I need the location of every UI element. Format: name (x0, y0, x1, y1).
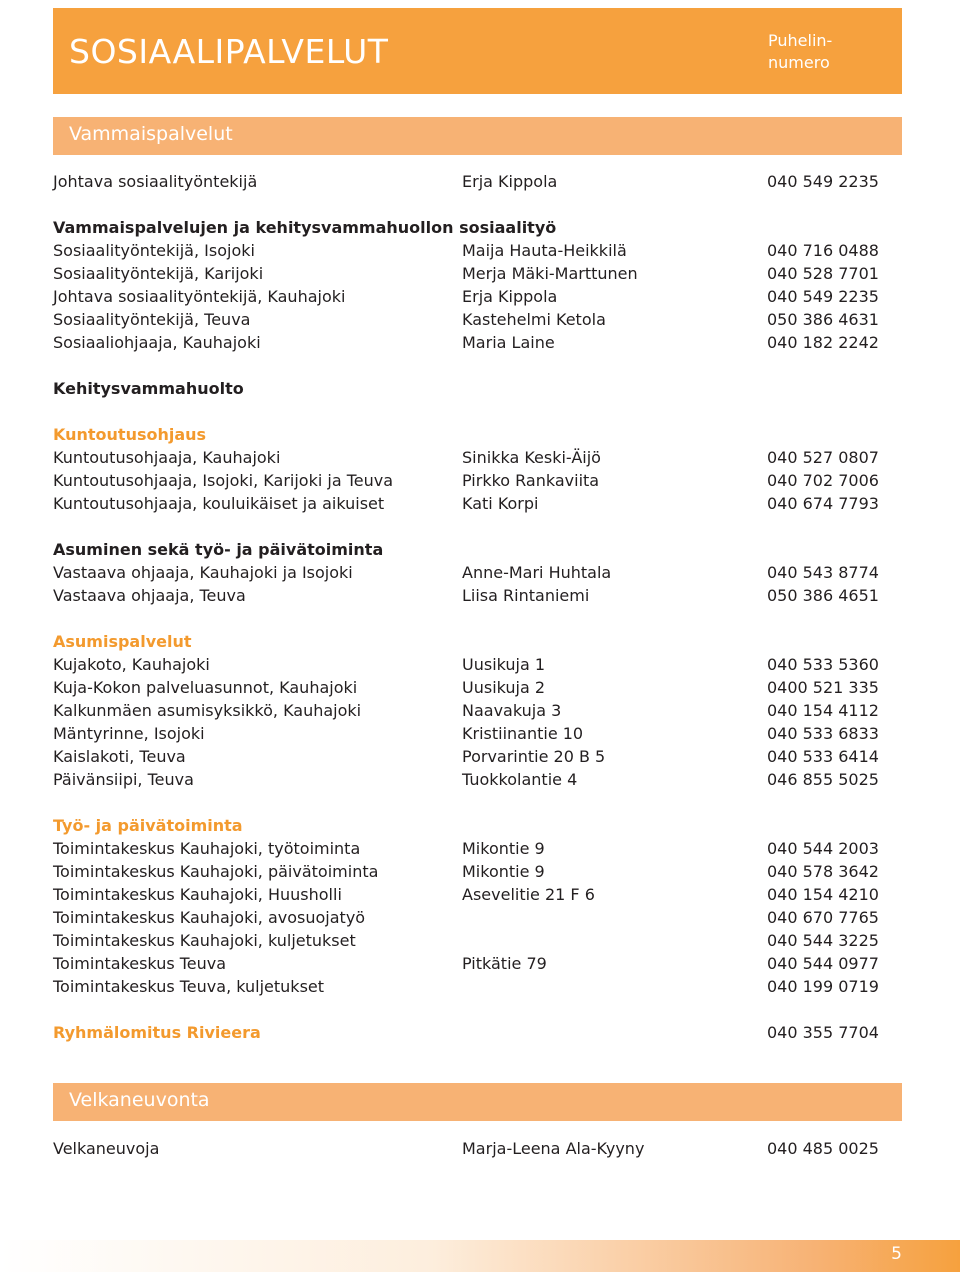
name-cell: Sinikka Keski-Äijö (462, 448, 601, 467)
subgroup-heading (53, 814, 902, 837)
phone-cell: 040 355 7704 (767, 1023, 879, 1042)
phone-cell: 040 154 4112 (767, 701, 879, 720)
table-row (53, 906, 902, 929)
phone-cell: 040 549 2235 (767, 287, 879, 306)
table-row (53, 331, 902, 354)
group-heading (53, 377, 902, 400)
subgroup-heading-text: Työ- ja päivätoiminta (53, 816, 243, 835)
group-heading-text: Asuminen sekä työ- ja päivätoiminta (53, 540, 384, 559)
place-cell: Mäntyrinne, Isojoki (53, 724, 205, 743)
name-cell: Maija Hauta-Heikkilä (462, 241, 627, 260)
phone-heading-line2: numero (768, 53, 830, 72)
address-cell: Uusikuja 2 (462, 678, 546, 697)
phone-column-heading (768, 30, 832, 74)
phone-cell: 050 386 4651 (767, 586, 879, 605)
phone-cell: 040 544 3225 (767, 931, 879, 950)
address-cell: Asevelitie 21 F 6 (462, 885, 595, 904)
address-cell: Mikontie 9 (462, 862, 545, 881)
table-row (53, 446, 902, 469)
role-cell: Johtava sosiaalityöntekijä (53, 172, 258, 191)
place-cell: Toimintakeskus Teuva, kuljetukset (53, 977, 325, 996)
phone-cell: 040 199 0719 (767, 977, 879, 996)
table-row (53, 170, 902, 193)
address-cell: Pitkätie 79 (462, 954, 547, 973)
table-row (53, 492, 902, 515)
phone-cell: 040 485 0025 (767, 1139, 879, 1158)
table-row (53, 469, 902, 492)
table-row (53, 837, 902, 860)
place-cell: Toimintakeskus Kauhajoki, päivätoiminta (53, 862, 379, 881)
phone-cell: 040 533 6833 (767, 724, 879, 743)
page-number: 5 (891, 1244, 902, 1264)
table-row (53, 239, 902, 262)
phone-cell: 040 543 8774 (767, 563, 879, 582)
section-bar-vammaispalvelut (53, 117, 902, 155)
table-row (53, 745, 902, 768)
section-title: Vammaispalvelut (69, 123, 233, 145)
table-row (53, 262, 902, 285)
table-row (53, 676, 902, 699)
table-row (53, 722, 902, 745)
table-row (53, 1021, 902, 1044)
place-cell: Toimintakeskus Kauhajoki, avosuojatyö (53, 908, 366, 927)
role-cell: Kuntoutusohjaaja, Kauhajoki (53, 448, 281, 467)
address-cell: Naavakuja 3 (462, 701, 562, 720)
phone-heading-line1: Puhelin- (768, 31, 833, 50)
place-cell: Toimintakeskus Kauhajoki, Huusholli (53, 885, 342, 904)
table-row (53, 285, 902, 308)
table-row (53, 768, 902, 791)
phone-cell: 040 702 7006 (767, 471, 879, 490)
place-cell: Kuja-Kokon palveluasunnot, Kauhajoki (53, 678, 358, 697)
role-cell: Sosiaalityöntekijä, Isojoki (53, 241, 255, 260)
group-heading (53, 538, 902, 561)
page-header (53, 8, 902, 94)
name-cell: Anne-Mari Huhtala (462, 563, 612, 582)
place-cell: Toimintakeskus Kauhajoki, kuljetukset (53, 931, 356, 950)
group-heading-text: Kehitysvammahuolto (53, 379, 244, 398)
address-cell: Tuokkolantie 4 (462, 770, 578, 789)
place-cell: Päivänsiipi, Teuva (53, 770, 194, 789)
subgroup-heading (53, 630, 902, 653)
address-cell: Porvarintie 20 B 5 (462, 747, 606, 766)
page-title: SOSIAALIPALVELUT (69, 32, 389, 71)
phone-cell: 040 528 7701 (767, 264, 879, 283)
name-cell: Erja Kippola (462, 172, 558, 191)
phone-cell: 040 578 3642 (767, 862, 879, 881)
table-row (53, 1137, 902, 1160)
place-cell: Toimintakeskus Teuva (53, 954, 227, 973)
phone-cell: 040 674 7793 (767, 494, 879, 513)
role-cell: Vastaava ohjaaja, Kauhajoki ja Isojoki (53, 563, 353, 582)
group-heading-text: Vammaispalvelujen ja kehitysvammahuollon sosiaalityö (53, 218, 557, 237)
place-cell: Toimintakeskus Kauhajoki, työtoiminta (53, 839, 361, 858)
phone-cell: 040 544 0977 (767, 954, 879, 973)
role-cell: Sosiaalityöntekijä, Teuva (53, 310, 251, 329)
role-cell: Sosiaaliohjaaja, Kauhajoki (53, 333, 261, 352)
phone-cell: 040 549 2235 (767, 172, 879, 191)
footer-strip (0, 1240, 960, 1272)
table-row (53, 584, 902, 607)
name-cell: Maria Laine (462, 333, 555, 352)
table-row (53, 952, 902, 975)
name-cell: Kati Korpi (462, 494, 539, 513)
address-cell: Uusikuja 1 (462, 655, 546, 674)
address-cell: Mikontie 9 (462, 839, 545, 858)
phone-cell: 040 182 2242 (767, 333, 879, 352)
table-row (53, 860, 902, 883)
table-row (53, 561, 902, 584)
role-cell: Vastaava ohjaaja, Teuva (53, 586, 246, 605)
table-row (53, 929, 902, 952)
table-row (53, 653, 902, 676)
phone-cell: 050 386 4631 (767, 310, 879, 329)
group-heading (53, 216, 902, 239)
section-bar-velkaneuvonta (53, 1083, 902, 1121)
role-cell: Kuntoutusohjaaja, Isojoki, Karijoki ja Teuva (53, 471, 394, 490)
address-cell: Kristiinantie 10 (462, 724, 584, 743)
phone-cell: 040 533 6414 (767, 747, 879, 766)
phone-cell: 040 670 7765 (767, 908, 879, 927)
place-cell: Kalkunmäen asumisyksikkö, Kauhajoki (53, 701, 362, 720)
phone-cell: 040 716 0488 (767, 241, 879, 260)
table-row (53, 975, 902, 998)
phone-cell: 040 527 0807 (767, 448, 879, 467)
subgroup-heading-text: Kuntoutusohjaus (53, 425, 207, 444)
name-cell: Pirkko Rankaviita (462, 471, 600, 490)
table-row (53, 308, 902, 331)
phone-cell: 040 544 2003 (767, 839, 879, 858)
role-cell: Sosiaalityöntekijä, Karijoki (53, 264, 264, 283)
name-cell: Merja Mäki-Marttunen (462, 264, 638, 283)
role-cell: Johtava sosiaalityöntekijä, Kauhajoki (53, 287, 346, 306)
role-cell: Velkaneuvoja (53, 1139, 160, 1158)
phone-cell: 0400 521 335 (767, 678, 879, 697)
place-cell: Kaislakoti, Teuva (53, 747, 186, 766)
name-cell: Marja-Leena Ala-Kyyny (462, 1139, 645, 1158)
name-cell: Kastehelmi Ketola (462, 310, 606, 329)
section-title: Velkaneuvonta (69, 1089, 210, 1111)
subgroup-heading-text: Asumispalvelut (53, 632, 192, 651)
phone-cell: 040 533 5360 (767, 655, 879, 674)
table-row (53, 883, 902, 906)
place-cell: Kujakoto, Kauhajoki (53, 655, 210, 674)
name-cell: Liisa Rintaniemi (462, 586, 590, 605)
table-row (53, 699, 902, 722)
subgroup-heading-text: Ryhmälomitus Rivieera (53, 1023, 261, 1042)
role-cell: Kuntoutusohjaaja, kouluikäiset ja aikuiset (53, 494, 385, 513)
phone-cell: 046 855 5025 (767, 770, 879, 789)
phone-cell: 040 154 4210 (767, 885, 879, 904)
name-cell: Erja Kippola (462, 287, 558, 306)
subgroup-heading (53, 423, 902, 446)
